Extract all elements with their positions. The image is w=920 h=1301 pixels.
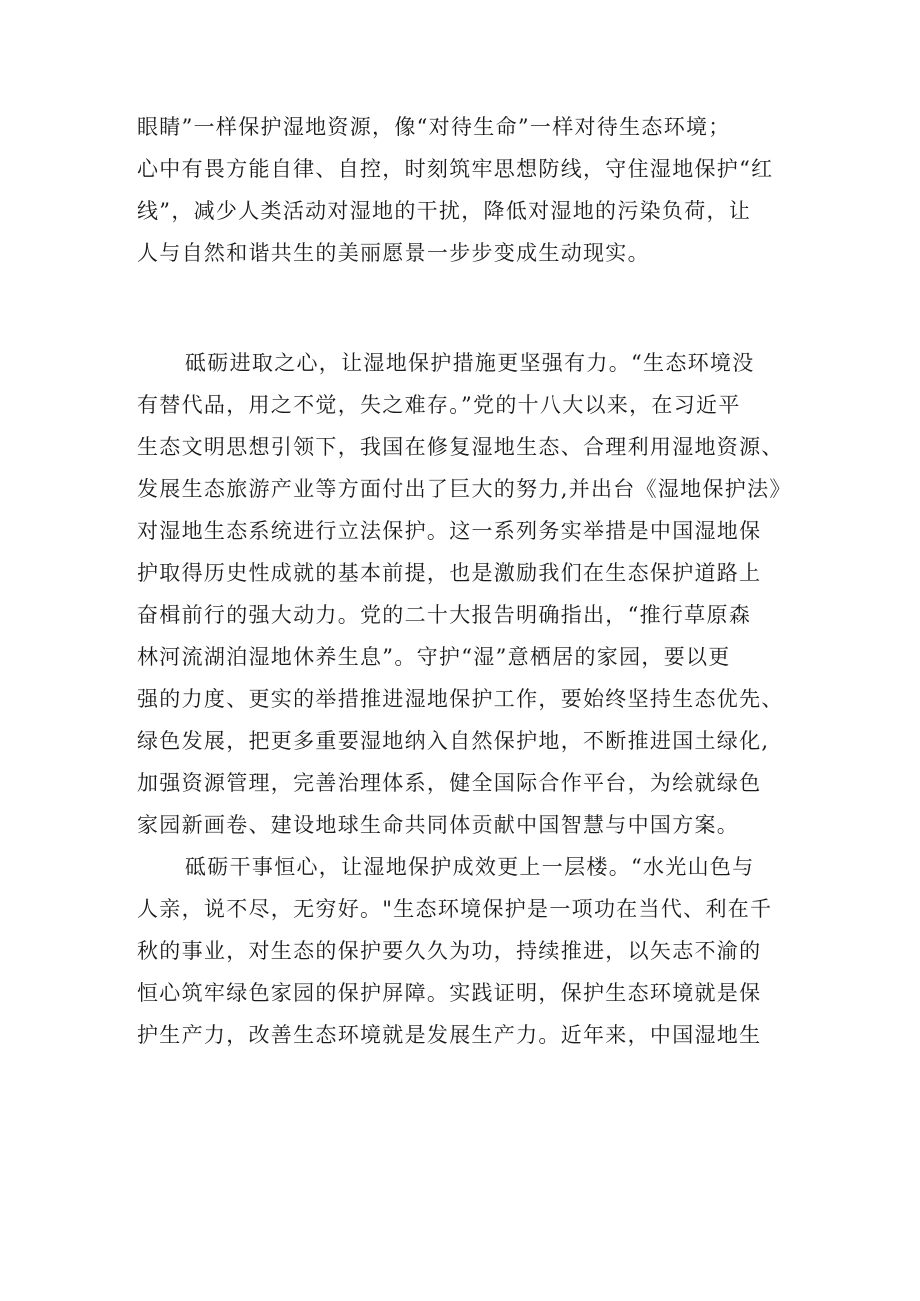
paragraph-2-line-6: 护取得历史性成就的基本前提，也是激励我们在生态保护道路上 [137, 561, 762, 585]
paragraph-2-line-5: 对湿地生态系统进行立法保护。这一系列务实举措是中国湿地保 [137, 519, 762, 543]
paragraph-2-line-11: 加强资源管理，完善治理体系，健全国际合作平台，为绘就绿色 [137, 771, 762, 795]
paragraph-3-line-4: 恒心筑牢绿色家园的保护屏障。实践证明，保护生态环境就是保 [137, 981, 762, 1005]
paragraph-2-line-3: 生态文明思想引领下，我国在修复湿地生态、合理利用湿地资源、 [137, 435, 784, 459]
paragraph-3-line-1: 砥砺干事恒心，让湿地保护成效更上一层楼。“水光山色与 [185, 855, 755, 879]
paragraph-2-line-10: 绿色发展，把更多重要湿地纳入自然保护地，不断推进国土绿化, [137, 729, 770, 753]
paragraph-3-line-2: 人亲，说不尽，无穷好。"生态环境保护是一项功在当代、利在千 [137, 897, 773, 921]
paragraph-3-line-5: 护生产力，改善生态环境就是发展生产力。近年来，中国湿地生 [137, 1023, 762, 1047]
paragraph-1-line-2: 心中有畏方能自律、自控，时刻筑牢思想防线，守住湿地保护“红 [137, 157, 774, 181]
paragraph-2-line-8: 林河流湖泊湿地休养生息”。守护“湿”意栖居的家园，要以更 [137, 645, 731, 669]
paragraph-3 [137, 846, 797, 1056]
paragraph-1 [137, 106, 797, 274]
paragraph-2-line-9: 强的力度、更实的举措推进湿地保护工作，要始终坚持生态优先、 [137, 687, 784, 711]
paragraph-2 [137, 342, 797, 846]
paragraph-2-line-4: 发展生态旅游产业等方面付出了巨大的努力,并出台《湿地保护法》 [137, 477, 792, 501]
paragraph-2-line-12: 家园新画卷、建设地球生命共同体贡献中国智慧与中国方案。 [137, 813, 740, 837]
paragraph-3-line-3: 秋的事业，对生态的保护要久久为功，持续推进，以矢志不渝的 [137, 939, 762, 963]
paragraph-1-line-1: 眼睛”一样保护湿地资源，像“对待生命”一样对待生态环境； [137, 115, 731, 139]
paragraph-2-line-7: 奋楫前行的强大动力。党的二十大报告明确指出，“推行草原森 [137, 603, 752, 627]
paragraph-1-line-4: 人与自然和谐共生的美丽愿景一步步变成生动现实。 [137, 241, 650, 265]
paragraph-2-line-1: 砥砺进取之心，让湿地保护措施更坚强有力。“生态环境没 [185, 351, 755, 375]
paragraph-1-line-3: 线”，减少人类活动对湿地的干扰，降低对湿地的污染负荷，让 [137, 199, 752, 223]
paragraph-2-line-2: 有替代品，用之不觉，失之难存。”党的十八大以来，在习近平 [137, 393, 741, 417]
